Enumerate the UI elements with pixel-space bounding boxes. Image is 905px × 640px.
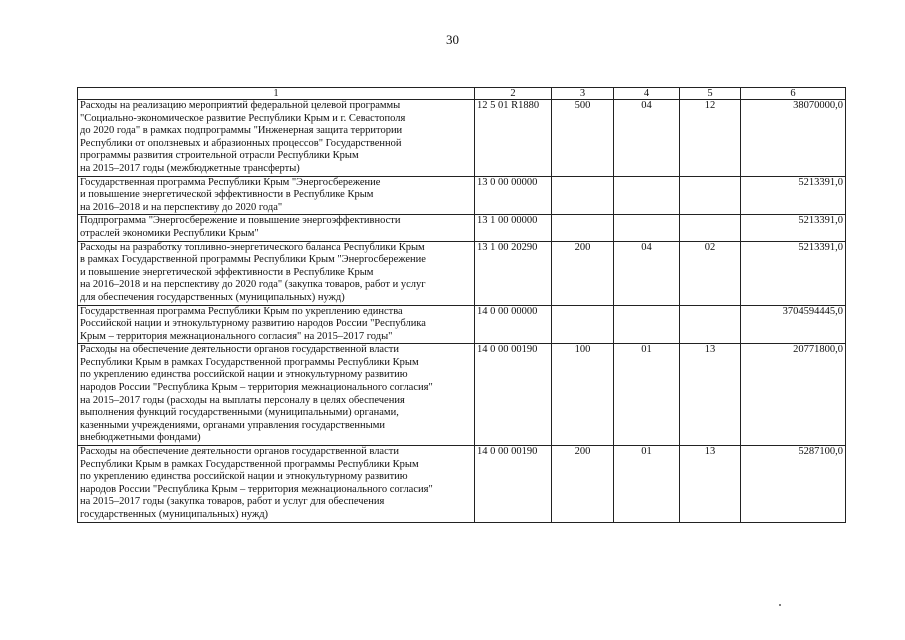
section-code: [614, 215, 680, 241]
subsection-code: [680, 176, 741, 215]
expense-name: Расходы на обеспечение деятельности органов государственной власти Республики Крым в рамках Государственной программы Республики Крым по укреплению единства российской нации и этнокультурному развитию народов России "Республика Крым – территория межнационального согласия" на 2015–2017 годы (расходы на выплаты персоналу в целях обеспечения выполнения функций государственными (муниципальными) органами, казенными учреждениями, органами управления государственными внебюджетными фондами): [78, 344, 475, 446]
expense-type-code: 200: [552, 241, 614, 305]
expense-name: Расходы на обеспечение деятельности органов государственной власти Республики Крым в рамках Государственной программы Республики Крым по укреплению единства российской нации и этнокультурному развитию народов России "Республика Крым – территория межнационального согласия" на 2015–2017 годы (закупка товаров, работ и услуг для обеспечения государственных (муниципальных) нужд): [78, 446, 475, 523]
header-row: [78, 88, 846, 100]
subsection-code: 02: [680, 241, 741, 305]
expense-name: Подпрограмма "Энергосбережение и повышение энергоэффективности отраслей экономики Республики Крым": [78, 215, 475, 241]
target-article-code: 13 1 00 20290: [475, 241, 552, 305]
column-header-1: 1: [78, 88, 475, 100]
expense-type-code: [552, 215, 614, 241]
target-article-code: 14 0 00 00000: [475, 305, 552, 344]
amount: 5213391,0: [741, 215, 846, 241]
table-row: [78, 100, 846, 177]
table-row: [78, 446, 846, 523]
target-article-code: 14 0 00 00190: [475, 344, 552, 446]
section-code: 01: [614, 344, 680, 446]
expense-name: Государственная программа Республики Крым "Энергосбережение и повышение энергетической эффективности в Республике Крым на 2016–2018 и на перспективу до 2020 года": [78, 176, 475, 215]
target-article-code: 12 5 01 R1880: [475, 100, 552, 177]
amount: 3704594445,0: [741, 305, 846, 344]
scan-speck: [779, 604, 781, 606]
column-header-6: 6: [741, 88, 846, 100]
table-row: [78, 305, 846, 344]
expense-type-code: 500: [552, 100, 614, 177]
expense-name: Расходы на реализацию мероприятий федеральной целевой программы "Социально-экономическое развитие Республики Крым и г. Севастополя до 2020 года" в рамках подпрограммы "Инженерная защита территории Республики от оползневых и абразионных процессов" Государственной программы развития строительной отрасли Республики Крым на 2015–2017 годы (межбюджетные трансферты): [78, 100, 475, 177]
expense-type-code: 100: [552, 344, 614, 446]
column-header-2: 2: [475, 88, 552, 100]
subsection-code: 12: [680, 100, 741, 177]
subsection-code: [680, 215, 741, 241]
section-code: 04: [614, 100, 680, 177]
section-code: 04: [614, 241, 680, 305]
subsection-code: 13: [680, 344, 741, 446]
amount: 5213391,0: [741, 176, 846, 215]
target-article-code: 14 0 00 00190: [475, 446, 552, 523]
target-article-code: 13 1 00 00000: [475, 215, 552, 241]
table-row: [78, 344, 846, 446]
section-code: [614, 176, 680, 215]
column-header-3: 3: [552, 88, 614, 100]
amount: 5213391,0: [741, 241, 846, 305]
table-header: [78, 88, 846, 100]
table-row: [78, 215, 846, 241]
section-code: [614, 305, 680, 344]
expense-type-code: 200: [552, 446, 614, 523]
page-number: 30: [446, 32, 459, 47]
budget-table: [77, 87, 846, 523]
column-header-5: 5: [680, 88, 741, 100]
section-code: 01: [614, 446, 680, 523]
table-row: [78, 176, 846, 215]
amount: 5287100,0: [741, 446, 846, 523]
expense-type-code: [552, 176, 614, 215]
expense-type-code: [552, 305, 614, 344]
subsection-code: 13: [680, 446, 741, 523]
amount: 38070000,0: [741, 100, 846, 177]
column-header-4: 4: [614, 88, 680, 100]
expense-name: Расходы на разработку топливно-энергетического баланса Республики Крым в рамках Государственной программы Республики Крым "Энергосбережение и повышение энергетической эффективности в Республике Крым на 2016–2018 и на перспективу до 2020 года" (закупка товаров, работ и услуг для обеспечения государственных (муниципальных) нужд): [78, 241, 475, 305]
amount: 20771800,0: [741, 344, 846, 446]
target-article-code: 13 0 00 00000: [475, 176, 552, 215]
subsection-code: [680, 305, 741, 344]
table-row: [78, 241, 846, 305]
expense-name: Государственная программа Республики Крым по укреплению единства Российской нации и этнокультурному развитию народов России "Республика Крым – территория межнационального согласия" на 2015–2017 годы": [78, 305, 475, 344]
table-body: [78, 100, 846, 523]
